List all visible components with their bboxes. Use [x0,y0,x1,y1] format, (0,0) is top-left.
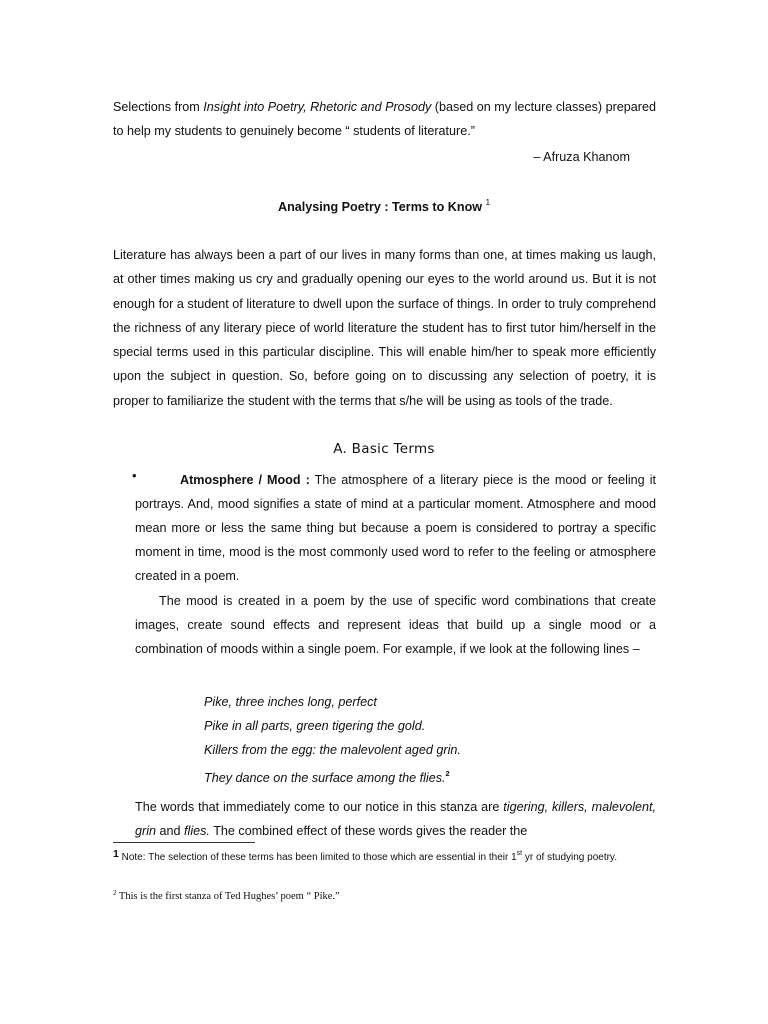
stanza-line: Pike in all parts, green tigering the gold. [204,719,426,733]
para3-text-end: The combined effect of these words gives the reader the [209,824,528,838]
stanza-line: Killers from the egg: the malevolent aged grin. [204,743,461,757]
bullet-atmosphere-mood [135,468,656,588]
stanza-line-last [204,762,461,790]
para3-text-and: and [156,824,185,838]
page-heading [0,198,768,214]
para3-text-start: The words that immediately come to our notice in this stanza are [135,800,504,814]
footnote-separator [113,842,255,843]
footnote-2-number: 2 [113,889,117,897]
author-attribution: – Afruza Khanom [533,150,630,164]
footnote-2 [113,889,340,902]
intro-paragraph [113,95,658,143]
stanza-footnote-ref: 2 [445,769,450,778]
book-title: Insight into Poetry, Rhetoric and Prosody [203,100,432,114]
poem-stanza [204,690,461,790]
footnote-1-text-end: yr of studying poetry. [522,852,617,863]
bullet-text: The atmosphere of a literary piece is the mood or feeling it portrays. And, mood signifies a state of mind at a particular moment. Atmosphere and mood mean more or less the same thing but because a poem is considered to portray a specific moment in time, mood is the most commonly used word to refer to the feeling or atmosphere created in a poem. [135,473,656,583]
section-title: A. Basic Terms [333,441,435,457]
stanza-line: Pike, three inches long, perfect [204,695,377,709]
intro-text-end: (based on my lecture classes) prepared to help my students to genuinely become “ students of literature.” [113,100,656,138]
heading-footnote-ref: 1 [485,198,491,207]
bullet-symbol: • [132,468,137,483]
footnote-1-number: 1 [113,848,119,860]
footnote-1-text: Note: The selection of these terms has been limited to those which are essential in their 1 [118,852,517,863]
bullet-term: Atmosphere / Mood : [180,473,310,487]
para3-italic-words: tigering, killers, malevolent, grin [135,800,656,838]
words-paragraph [135,795,656,843]
stanza-line-text: They dance on the surface among the flies. [204,771,446,785]
intro-body-paragraph: Literature has always been a part of our lives in many forms than one, at times making us laugh, at other times making us cry and gradually opening our eyes to the world around us. But it is not enough for a student of literature to dwell upon the surface of things. In order to truly comprehend the richness of any literary piece of world literature the student has to first tutor him/herself in the special terms used in this particular discipline. This will enable him/her to speak more efficiently upon the subject in question. So, before going on to discussing any selection of poetry, it is proper to familiarize the student with the terms that s/he will be using as tools of the trade. [113,248,656,408]
mood-paragraph: The mood is created in a poem by the use of specific word combinations that create images, create sound effects and represent ideas that build up a single mood or a combination of moods within a single poem. For example, if we look at the following lines – [135,594,656,656]
intro-text-start: Selections from [113,100,204,114]
para3-italic-flies: flies. [184,824,210,838]
heading-text: Analysing Poetry : Terms to Know [277,200,483,214]
footnote-1-superscript: st [516,850,523,857]
footnote-1 [113,847,658,865]
footnote-2-text: This is the first stanza of Ted Hughes’ poem “ Pike.” [116,891,340,902]
